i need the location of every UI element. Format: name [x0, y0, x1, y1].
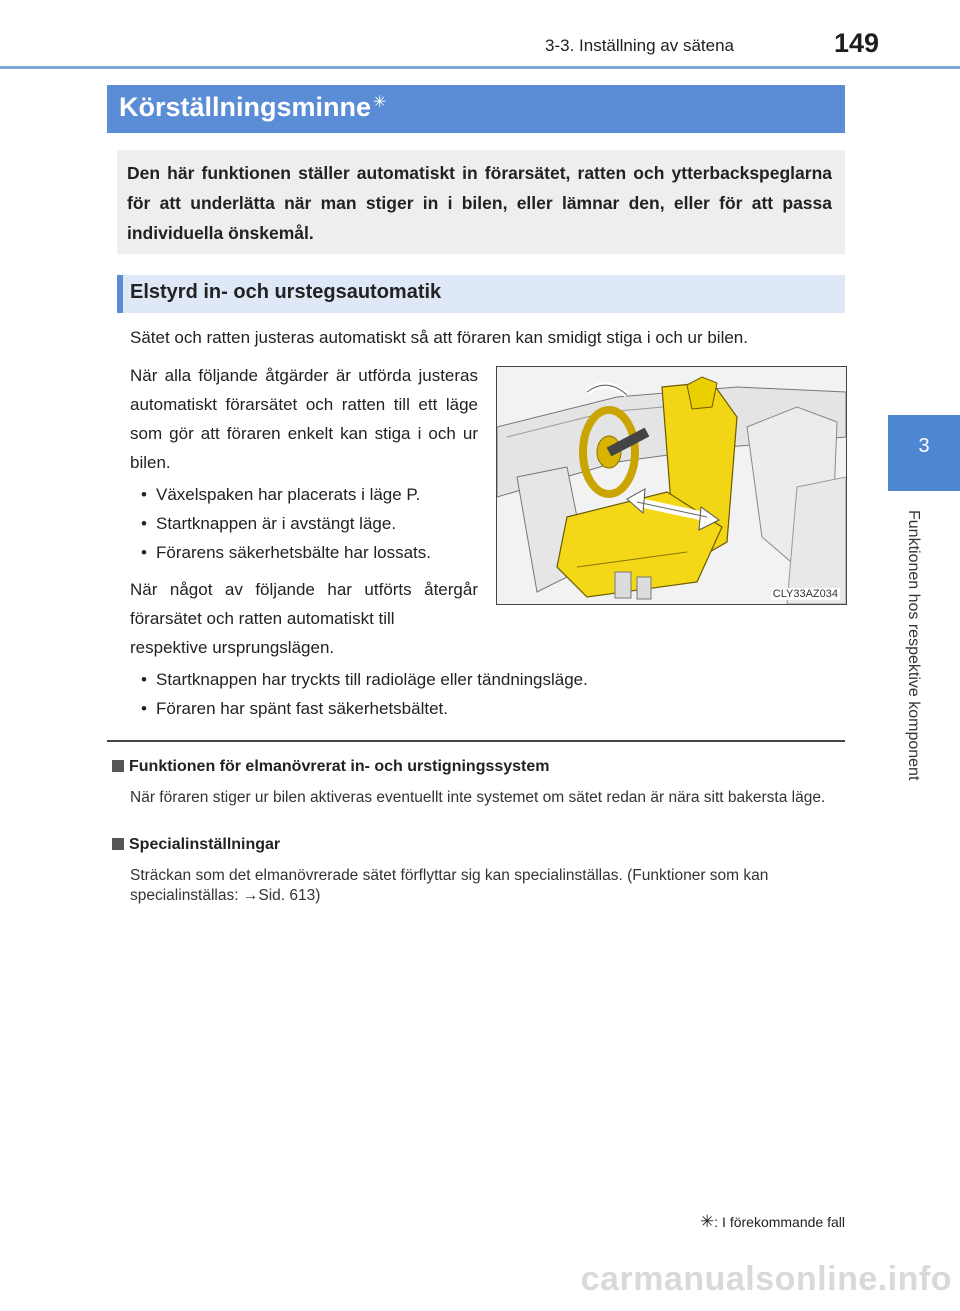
asterisk-icon: ✳: [373, 94, 387, 111]
note-heading-text: Funktionen för elmanövrerat in- och urstigningssystem: [129, 758, 550, 775]
square-bullet-icon: [112, 838, 124, 850]
notes-separator: [107, 740, 845, 742]
paragraph-3-tail: respektive ursprungslägen.: [130, 638, 335, 657]
section-heading: Elstyrd in- och urstegsautomatik: [130, 281, 442, 303]
watermark: carmanualsonline.info: [580, 1260, 952, 1298]
footnote-text: : I förekommande fall: [714, 1214, 845, 1230]
header-rule: [0, 66, 960, 69]
page-number: 149: [834, 28, 880, 58]
page-title-bar: [107, 85, 845, 133]
square-bullet-icon: [112, 760, 124, 772]
note-text: När föraren stiger ur bilen aktiveras eventuellt inte systemet om sätet redan är nära sitt bakersta läge.: [130, 789, 826, 806]
chapter-tab: [888, 415, 960, 491]
intro-text: Den här funktionen ställer automatiskt in förarsätet, ratten och ytterbackspeglarna för att underlätta när man stiger in i bilen, eller lämnar den, eller för att passa individuella önskemål.: [127, 163, 832, 243]
bullet-icon: •: [141, 485, 147, 504]
page-title: [119, 92, 386, 123]
car-interior-drawing: [497, 367, 846, 604]
footnote: [700, 1212, 845, 1232]
paragraph-3: När något av följande har utförts återgår förarsätet och ratten automatiskt till: [130, 580, 478, 628]
list-item-text: Startknappen är i avstängt läge.: [156, 514, 397, 533]
asterisk-icon: ✳: [700, 1212, 715, 1231]
list-item: [132, 480, 420, 509]
paragraph-2: När alla följande åtgärder är utförda justeras automatiskt förarsätet och ratten till ett läge som gör att föraren enkelt kan stiga i och ur bilen.: [130, 366, 478, 472]
seat-illustration: [496, 366, 847, 605]
list-item: [132, 665, 588, 694]
list-item-text: Förarens säkerhetsbälte har lossats.: [156, 543, 431, 562]
list-item: [132, 694, 448, 723]
list-item: [132, 538, 431, 567]
bullet-icon: •: [141, 670, 147, 689]
page-title-text: Körställningsminne: [119, 92, 372, 122]
intro-box: [117, 150, 845, 254]
running-header: 3-3. Inställning av sätena: [545, 36, 735, 55]
chapter-title: Funktionen hos respektive komponent: [905, 510, 922, 781]
section-accent: [117, 275, 123, 313]
list-item-text: Startknappen har tryckts till radioläge eller tändningsläge.: [156, 670, 588, 689]
chapter-number: 3: [918, 435, 930, 457]
note-heading: [112, 836, 280, 854]
figure-code: CLY33AZ034: [772, 588, 838, 600]
paragraph-1: Sätet och ratten justeras automatiskt så att föraren kan smidigt stiga i och ur bilen.: [130, 328, 748, 347]
bullet-icon: •: [141, 543, 147, 562]
bullet-icon: •: [141, 699, 147, 718]
bullet-icon: •: [141, 514, 147, 533]
list-item-text: Växelspaken har placerats i läge P.: [156, 485, 421, 504]
note-heading-text: Specialinställningar: [129, 836, 281, 853]
section-heading-bar: [117, 275, 845, 313]
note-heading: [112, 758, 550, 776]
note-text: Sträckan som det elmanövrerade sätet förflyttar sig kan specialinställas. (Funktioner som kan specialinställas: →Sid. 613): [130, 867, 769, 904]
list-item: [132, 509, 396, 538]
list-item-text: Föraren har spänt fast säkerhetsbältet.: [156, 699, 448, 718]
